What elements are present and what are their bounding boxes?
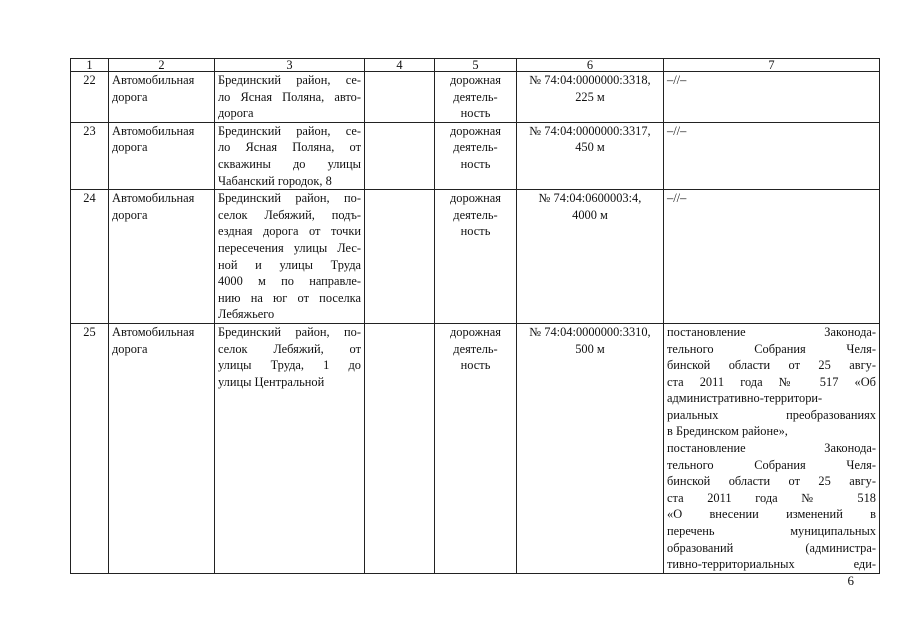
object-type-cell bbox=[109, 190, 215, 324]
cell-line: деятель- bbox=[453, 89, 498, 104]
object-type-cell bbox=[109, 122, 215, 189]
page-number: 6 bbox=[847, 573, 854, 588]
column-4-cell bbox=[365, 122, 435, 189]
row-number bbox=[71, 122, 109, 189]
cell-line: селок Лебяжий, подъ- bbox=[218, 207, 361, 222]
cell-line: тельного Собрания Челя- bbox=[667, 457, 876, 472]
table-row bbox=[71, 122, 880, 189]
column-4-cell bbox=[365, 190, 435, 324]
column-header: 3 bbox=[215, 59, 365, 72]
location-cell bbox=[215, 122, 365, 189]
cell-line: Брединский район, по- bbox=[218, 324, 361, 339]
cell-line: № 74:04:0600003:4, bbox=[538, 191, 642, 206]
cell-line: Автомобильная bbox=[112, 191, 195, 206]
table-row bbox=[71, 190, 880, 324]
cell-line: в Брединском районе», bbox=[667, 424, 788, 439]
table-row bbox=[71, 72, 880, 123]
document-cell bbox=[664, 72, 880, 123]
cell-line: постановление Законода- bbox=[667, 324, 876, 339]
cell-line: «О внесении изменений в bbox=[667, 507, 876, 522]
cell-line: административно-территори- bbox=[667, 391, 823, 406]
cell-line: Брединский район, се- bbox=[218, 123, 361, 138]
cell-line: ной и улицы Труда bbox=[218, 257, 361, 272]
cell-line: 24 bbox=[83, 191, 96, 206]
object-type-cell bbox=[109, 72, 215, 123]
cell-line: 22 bbox=[83, 73, 96, 87]
ditto-mark: –//– bbox=[667, 73, 687, 87]
cell-line: дорожная bbox=[450, 73, 501, 87]
table-row bbox=[71, 323, 880, 573]
cell-line: Чабанский городок, 8 bbox=[218, 173, 332, 188]
activity-cell bbox=[435, 122, 517, 189]
cell-line: улицы Труда, 1 до bbox=[218, 358, 361, 373]
cell-line: тивно-территориальных еди- bbox=[667, 557, 876, 572]
cell-line: дорога bbox=[218, 106, 254, 121]
column-header: 7 bbox=[664, 59, 880, 72]
cell-line: 4000 м по направле- bbox=[218, 274, 361, 289]
cell-line: 25 bbox=[83, 324, 96, 339]
cell-line: ста 2011 года № 517 «Об bbox=[667, 374, 876, 389]
cell-line: селок Лебяжий, от bbox=[218, 341, 361, 356]
cell-line: бинской области от 25 авгу- bbox=[667, 358, 876, 373]
cell-line: Лебяжьего bbox=[218, 307, 275, 322]
location-cell bbox=[215, 72, 365, 123]
row-number bbox=[71, 323, 109, 573]
column-4-cell bbox=[365, 323, 435, 573]
column-header: 1 bbox=[71, 59, 109, 72]
cell-line: дорога bbox=[112, 341, 148, 356]
cell-line: 500 м bbox=[575, 341, 605, 356]
cell-line: образований (администра- bbox=[667, 540, 876, 555]
cell-line: ность bbox=[460, 358, 491, 373]
cell-line: ность bbox=[460, 156, 491, 171]
object-type-cell bbox=[109, 323, 215, 573]
cell-line: дорога bbox=[112, 89, 148, 104]
cell-line: № 74:04:0000000:3317, bbox=[529, 123, 651, 138]
cell-line: ло Ясная Поляна, авто- bbox=[218, 89, 361, 104]
cell-line: 225 м bbox=[575, 89, 605, 104]
cell-line: пересечения улицы Лес- bbox=[218, 240, 361, 255]
cell-line: дорога bbox=[112, 207, 148, 222]
cell-line: 23 bbox=[83, 123, 96, 138]
column-4-cell bbox=[365, 72, 435, 123]
cell-line: Брединский район, по- bbox=[218, 191, 361, 206]
cell-line: дорожная bbox=[450, 123, 501, 138]
cell-line: 4000 м bbox=[572, 207, 608, 222]
row-number bbox=[71, 72, 109, 123]
document-cell bbox=[664, 190, 880, 324]
document-cell bbox=[664, 323, 880, 573]
activity-cell bbox=[435, 190, 517, 324]
table-header-row bbox=[71, 59, 880, 72]
column-header: 2 bbox=[109, 59, 215, 72]
cell-line: скважины до улицы bbox=[218, 156, 361, 171]
row-number bbox=[71, 190, 109, 324]
location-cell bbox=[215, 323, 365, 573]
cell-line: № 74:04:0000000:3310, bbox=[529, 324, 651, 339]
cell-line: деятель- bbox=[453, 341, 498, 356]
cell-line: ность bbox=[460, 224, 491, 239]
cell-line: ста 2011 года № 518 bbox=[667, 490, 876, 505]
cell-line: № 74:04:0000000:3318, bbox=[529, 73, 651, 87]
column-header: 6 bbox=[517, 59, 664, 72]
cell-line: бинской области от 25 авгу- bbox=[667, 474, 876, 489]
cell-line: 450 м bbox=[575, 140, 605, 155]
column-header: 5 bbox=[435, 59, 517, 72]
cell-line: риальных преобразованиях bbox=[667, 407, 876, 422]
column-header: 4 bbox=[365, 59, 435, 72]
cell-line: ность bbox=[460, 106, 491, 121]
cell-line: перечень муниципальных bbox=[667, 524, 876, 539]
cadastral-cell bbox=[517, 122, 664, 189]
cell-line: дорожная bbox=[450, 191, 501, 206]
cell-line: тельного Собрания Челя- bbox=[667, 341, 876, 356]
ditto-mark: –//– bbox=[667, 123, 687, 138]
activity-cell bbox=[435, 323, 517, 573]
cell-line: постановление Законода- bbox=[667, 441, 876, 456]
cell-line: ездная дорога от точки bbox=[218, 224, 361, 239]
cell-line: дорога bbox=[112, 140, 148, 155]
cell-line: Брединский район, се- bbox=[218, 73, 361, 87]
cell-line: Автомобильная bbox=[112, 123, 195, 138]
cell-line: улицы Центральной bbox=[218, 374, 325, 389]
cell-line: Автомобильная bbox=[112, 73, 195, 87]
cell-line: ло Ясная Поляна, от bbox=[218, 140, 361, 155]
cell-line: деятель- bbox=[453, 140, 498, 155]
cell-line: деятель- bbox=[453, 207, 498, 222]
document-table bbox=[70, 58, 880, 574]
cadastral-cell bbox=[517, 323, 664, 573]
cadastral-cell bbox=[517, 72, 664, 123]
ditto-mark: –//– bbox=[667, 191, 687, 206]
cell-line: Автомобильная bbox=[112, 324, 195, 339]
cell-line: дорожная bbox=[450, 324, 501, 339]
location-cell bbox=[215, 190, 365, 324]
cell-line: нию на юг от поселка bbox=[218, 290, 361, 305]
cadastral-cell bbox=[517, 190, 664, 324]
activity-cell bbox=[435, 72, 517, 123]
document-cell bbox=[664, 122, 880, 189]
